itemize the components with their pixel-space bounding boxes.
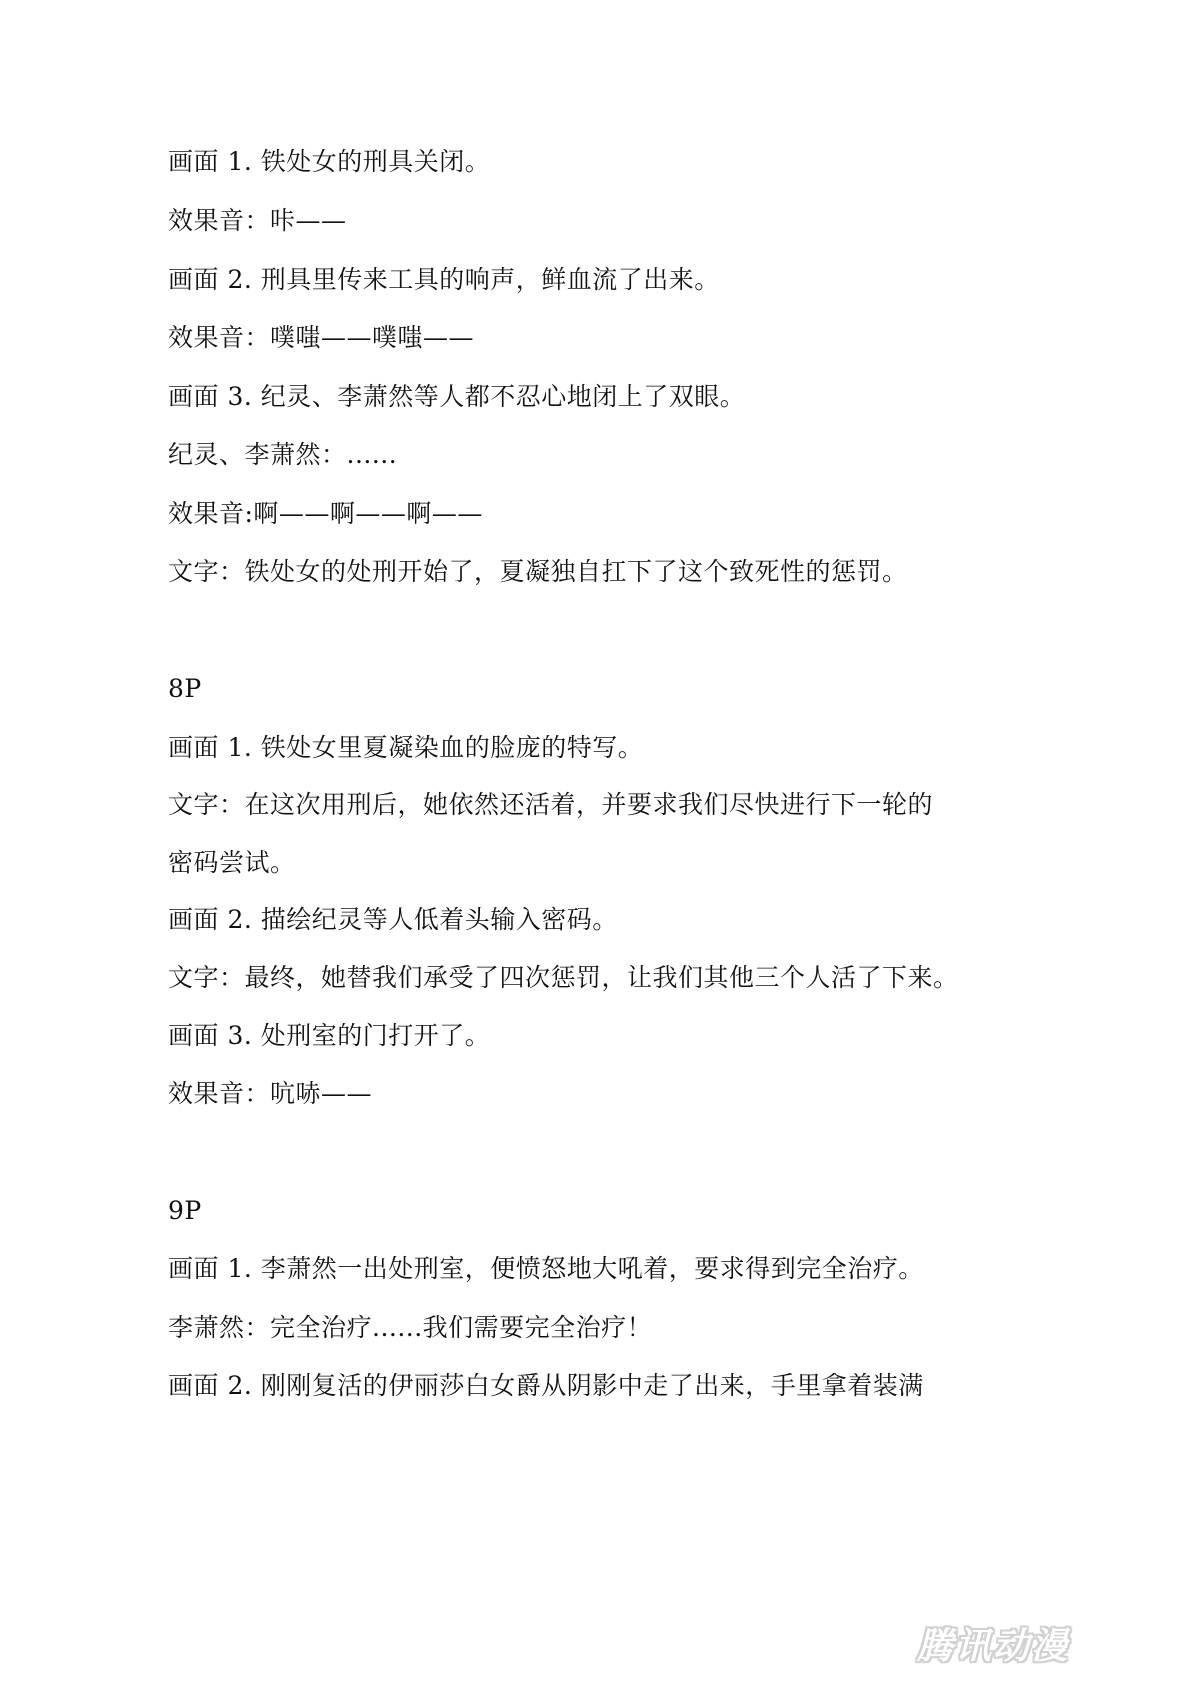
- script-line: 画面 2. 刑具里传来工具的响声，鲜血流了出来。: [168, 265, 720, 294]
- script-line: 文字：铁处女的处刑开始了，夏凝独自扛下了这个致死性的惩罚。: [168, 557, 908, 586]
- script-line: 文字：在这次用刑后，她依然还活着，并要求我们尽快进行下一轮的: [168, 790, 934, 819]
- script-line: 效果音：噗嗤——噗嗤——: [168, 323, 475, 352]
- script-line: 纪灵、李萧然：......: [168, 440, 398, 469]
- script-line: 画面 1. 铁处女的刑具关闭。: [168, 147, 491, 176]
- script-line: 画面 1. 李萧然一出处刑室，便愤怒地大吼着，要求得到完全治疗。: [168, 1254, 924, 1283]
- script-line: 效果音：咔——: [168, 206, 347, 235]
- page-marker: 8P: [168, 674, 202, 703]
- script-line: 画面 3. 处刑室的门打开了。: [168, 1021, 491, 1050]
- script-line: 画面 3. 纪灵、李萧然等人都不忍心地闭上了双眼。: [168, 382, 746, 411]
- watermark-logo: 腾讯动漫: [916, 1625, 1069, 1667]
- script-line: 李萧然：完全治疗......我们需要完全治疗！: [168, 1313, 653, 1342]
- script-line: 画面 2. 描绘纪灵等人低着头输入密码。: [168, 905, 618, 934]
- script-line: 画面 2. 刚刚复活的伊丽莎白女爵从阴影中走了出来，手里拿着装满: [168, 1371, 924, 1400]
- page-marker: 9P: [168, 1196, 202, 1225]
- script-line: 密码尝试。: [168, 848, 296, 877]
- script-line: 效果音:啊——啊——啊——: [168, 499, 483, 528]
- script-line: 效果音：吭哧——: [168, 1079, 373, 1108]
- script-line: 文字：最终，她替我们承受了四次惩罚，让我们其他三个人活了下来。: [168, 963, 959, 992]
- script-line: 画面 1. 铁处女里夏凝染血的脸庞的特写。: [168, 733, 644, 762]
